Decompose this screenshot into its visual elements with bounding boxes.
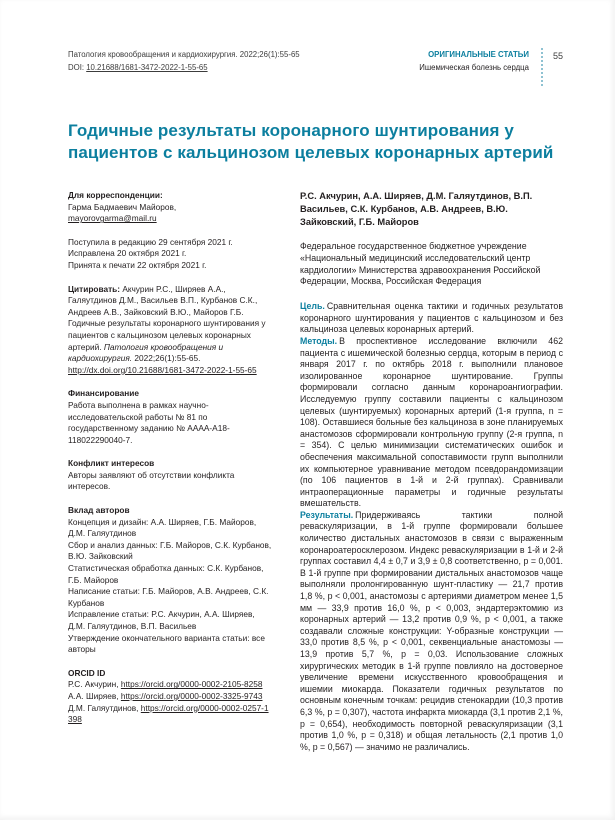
orcid-author-name: Р.С. Акчурин, (68, 679, 119, 690)
citation-label: Цитировать: (68, 283, 120, 294)
contrib-heading: Вклад авторов (68, 505, 130, 516)
section-subtitle: Ишемическая болезнь сердца (419, 63, 529, 72)
doi-prefix: DOI: (68, 63, 85, 72)
abstract-text-results: Придерживаясь тактики полной реваскуляризации, в 1-й группе формировали большее количество дистальных анастомозов в связи с выраженным коронароатеросклерозом. Индекс реваскуляризации в 1-й и 2-й группах составил 4,4 ± 0,7 и 3,9 ± 0,8 соответственно, p = 0,001. В 1-й группе при формировании дистальных анастомозов чаще выполняли пролонгированную шунт-пластику — 21,7 против 1,8 %, p < 0,001, анастомозы с артериями диаметром менее 1,5 мм — 33,9 против 16,0 %, p < 0,003, эндартерэктомию из коронарных артерий — 13,2 против 0,9 %, p < 0,001, а также создавали сложные конструкции: Y-образные конструкции — 33,0 против 8,5 %, p < 0,001, секвенциальные анастомозы — 13,9 против 5,7 %, p = 0,03. Использование сложных хирургических методик в 1-й группе повлияло на достоверное увеличение времени искусственного кровообращения и ишемии миокарда. Показатели годичных результатов по основным конечным точкам: рецидив стенокардии (10,3 против 6,3 %, p = 0,307), частота инфаркта миокарда (3,1 против 2,1 %, p = 0,654), необходимость повторной реваскуляризации (3,1 против 1,0 %, p = 0,318) и общая летальность (2,1 против 1,0 %, p = 0,567) — значимо не различались. (300, 509, 563, 752)
contrib-line: Сбор и анализ данных: Г.Б. Майоров, С.К. Курбанов, В.Ю. Зайковский (68, 539, 272, 562)
contrib-line: Концепция и дизайн: А.А. Ширяев, Г.Б. Майоров, Д.М. Галяутдинов (68, 516, 257, 539)
orcid-block (68, 668, 273, 726)
doi-link[interactable]: 10.21688/1681-3472-2022-1-55-65 (86, 63, 208, 72)
citation-journal-italic: Патология кровообращения и кардиохирургия. (68, 341, 224, 364)
page-header (68, 48, 563, 86)
abstract-paragraph-results (300, 510, 563, 753)
contrib-line: Написание статьи: Г.Б. Майоров, А.В. Андреев, С.К. Курбанов (68, 586, 269, 608)
abstract-label-methods: Методы. (300, 335, 338, 346)
orcid-entry (68, 679, 273, 691)
funding-block (68, 388, 273, 446)
orcid-entry (68, 691, 273, 703)
citation-block (68, 284, 273, 377)
revised-date: Исправлена 20 октября 2021 г. (68, 248, 187, 259)
journal-citation-line: Патология кровообращения и кардиохирургия. 2022;26(1):55-65 (68, 50, 300, 59)
conflict-of-interest-block (68, 458, 273, 493)
page-number-separator (541, 48, 563, 86)
orcid-link[interactable]: https://orcid.org/0000-0002-2105-8258 (120, 679, 263, 690)
contrib-line: Утверждение окончательного варианта статьи: все авторы (68, 632, 265, 655)
header-left (68, 48, 300, 74)
abstract-label-aim: Цель. (300, 301, 325, 312)
citation-issue: 2022;26(1):55-65. (134, 353, 201, 364)
header-right (419, 48, 563, 86)
funding-text: Работа выполнена в рамках научно-исследовательской работы № 81 по государственному заданию № АААА-А18-118022290040-7. (68, 399, 230, 445)
abstract-paragraph-aim (300, 301, 563, 336)
conflict-heading: Конфликт интересов (68, 458, 155, 469)
accepted-date: Принята к печати 22 октября 2021 г. (68, 259, 207, 270)
affiliation: Федеральное государственное бюджетное учреждение «Национальный медицинский исследовательский центр кардиологии» Министерства здравоохранения Российской Федерации, Москва, Российская Федерация (300, 241, 541, 287)
abstract-paragraph-methods (300, 336, 563, 510)
page-number: 55 (552, 51, 563, 61)
orcid-entry (68, 703, 273, 726)
orcid-link[interactable]: https://orcid.org/0000-0002-3325-9743 (120, 690, 263, 701)
received-date: Поступила в редакцию 29 сентября 2021 г. (68, 236, 233, 247)
citation-text: Акчурин Р.С., Ширяев А.А., Галяутдинов Д.М., Васильев В.П., Курбанов С.К., Андреев А.В., Зайковский В.Ю., Майоров Г.Б. Годичные результаты коронарного шунтирования у пациентов с кальцинозом целевых коронарных артерий. (68, 283, 266, 352)
correspondence-name: Гарма Бадмаевич Майоров, (68, 201, 177, 212)
orcid-author-name: А.А. Ширяев, (68, 690, 119, 701)
contrib-line: Статистическая обработка данных: С.К. Курбанов, Г.Б. Майоров (68, 563, 264, 585)
correspondence-block (68, 190, 273, 225)
contrib-line: Исправление статьи: Р.С. Акчурин, А.А. Ширяев, Д.М. Галяутдинов, В.П. Васильев (68, 609, 255, 631)
section-block (419, 48, 529, 74)
citation-doi-url[interactable]: http://dx.doi.org/10.21688/1681-3472-2022-1-55-65 (68, 364, 257, 375)
funding-heading: Финансирование (68, 388, 140, 399)
column-gap (273, 190, 300, 753)
orcid-heading: ORCID ID (68, 667, 106, 678)
article-column (300, 190, 563, 753)
abstract (300, 301, 563, 753)
doi-line (68, 61, 300, 74)
correspondence-email-link[interactable]: mayorovgarma@mail.ru (68, 213, 157, 224)
conflict-text: Авторы заявляют об отсутствии конфликта интересов. (68, 469, 235, 492)
authors-line: Р.С. Акчурин, А.А. Ширяев, Д.М. Галяутдинов, В.П. Васильев, С.К. Курбанов, А.В. Андреев, В.Ю. Зайковский, Г.Б. Майоров (300, 191, 533, 227)
orcid-author-name: Д.М. Галяутдинов, (68, 702, 139, 713)
abstract-text-aim: Сравнительная оценка тактики и годичных результатов коронарного шунтирования у пациентов с кальцинозом и без кальциноза целевых коронарных артерий. (300, 301, 563, 335)
article-title: Годичные результаты коронарного шунтирования у пациентов с кальцинозом целевых коронарных артерий (68, 121, 554, 162)
orcid-link[interactable]: https://orcid.org/0000-0002-0257-1398 (68, 702, 269, 725)
abstract-label-results: Результаты. (300, 509, 354, 520)
metadata-column (68, 190, 273, 753)
dates-block (68, 237, 273, 272)
author-contributions-block (68, 505, 273, 656)
section-label: ОРИГИНАЛЬНЫЕ СТАТЬИ (428, 50, 529, 59)
abstract-text-methods: В проспективное исследование включили 462 пациента с ишемической болезнью сердца, которым в период с января 2017 г. по октябрь 2018 г. выполнили плановое изолированное коронарное шунтирование. Группы формировали согласно данным коронароангиографии. Исследуемую группу составили пациенты с кальцинозом целевых (шунтируемых) коронарных артерий (1-я группа, n = 108). Оставшиеся больные без кальциноза в зоне планируемых анастомозов сформировали контрольную группу (2-я группа, n = 354). С целью минимизации систематических ошибок и обеспечения максимальной сопоставимости групп выполнили их компьютерное уравнивание методом псевдорандомизации (по 106 пациентов в 1-й и 2-й группах). Сравнивали интраоперационные параметры и годичные результаты вмешательств. (300, 335, 563, 509)
correspondence-heading: Для корреспонденции: (68, 190, 163, 200)
content-columns (68, 190, 563, 753)
